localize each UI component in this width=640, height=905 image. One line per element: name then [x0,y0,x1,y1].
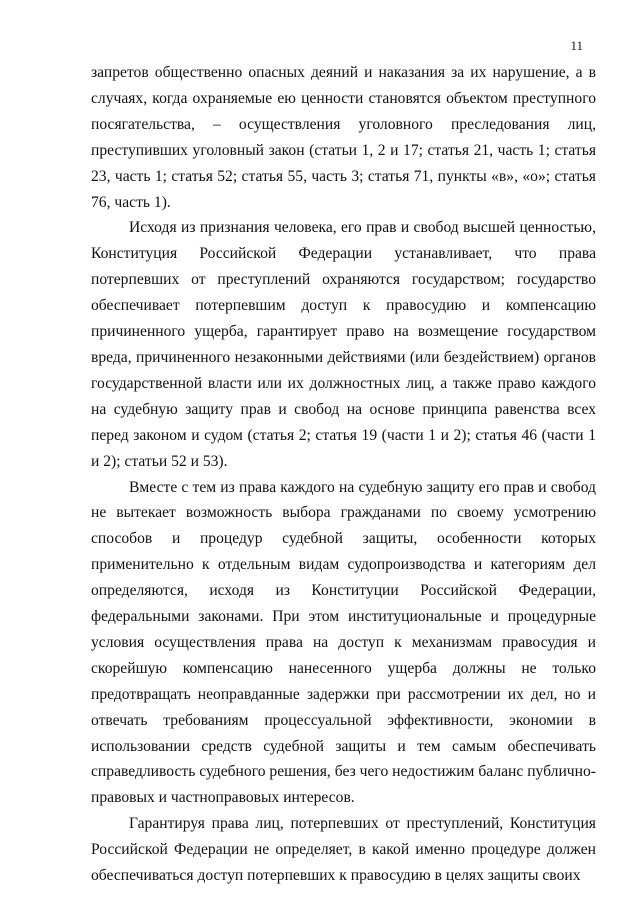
page-number: 11 [570,38,583,53]
paragraph: Исходя из признания человека, его прав и свобод высшей ценностью, Конституция Российской Федерации устанавливает, что права потерпевших от преступлений охраняются государством; государство обеспечивает потерпевшим доступ к правосудию и компенсацию причиненного ущерба, гарантирует право на возмещение государством вреда, причиненного незаконными действиями (или бездействием) органов государственной власти или их должностных лиц, а также право каждого на судебную защиту прав и свобод на основе принципа равенства всех перед законом и судом (статья 2; статья 19 (части 1 и 2); статья 46 (части 1 и 2); статьи 52 и 53). [91,219,596,470]
document-body [91,60,596,889]
paragraph: Вместе с тем из права каждого на судебную защиту его прав и свобод не вытекает возможность выбора гражданами по своему усмотрению способов и процедур судебной защиты, особенности которых применительно к отдельным видам судопроизводства и категориям дел определяются, исходя из Конституции Российской Федерации, федеральными законами. При этом институциональные и процедурные условия осуществления права на доступ к механизмам правосудия и скорейшую компенсацию нанесенного ущерба должны не только предотвращать неоправданные задержки при рассмотрении их дел, но и отвечать требованиям процессуальной эффективности, экономии в использовании средств судебной защиты и тем самым обеспечивать справедливость судебного решения, без чего недостижим баланс публично-правовых и частноправовых интересов. [91,478,596,807]
paragraph: Гарантируя права лиц, потерпевших от преступлений, Конституция Российской Федерации не определяет, в какой именно процедуре должен обеспечиваться доступ потерпевших к правосудию в целях защиты своих [91,815,596,885]
paragraph-continuation: запретов общественно опасных деяний и наказания за их нарушение, а в случаях, когда охраняемые ею ценности становятся объектом преступного посягательства, – осуществления уголовного преследования лиц, преступивших уголовный закон (статьи 1, 2 и 17; статья 21, часть 1; статья 23, часть 1; статья 52; статья 55, часть 3; статья 71, пункты «в», «о»; статья 76, часть 1). [91,64,596,211]
